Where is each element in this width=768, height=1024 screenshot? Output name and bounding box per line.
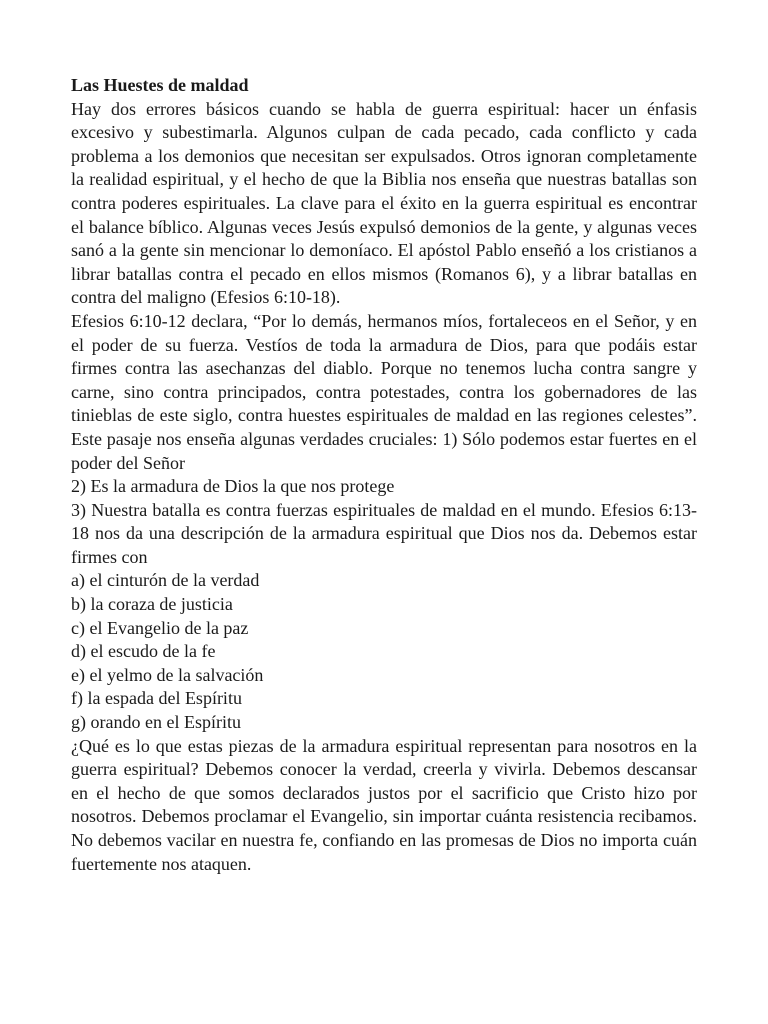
- armor-item-gospel: c) el Evangelio de la paz: [71, 617, 249, 638]
- paragraph-ephesians-quote: Efesios 6:10-12 declara, “Por lo demás, hermanos míos, fortaleceos en el Señor, y en el poder de su fuerza. Vestíos de toda la armadura de Dios, para que podáis estar firmes contra las asechanzas del diablo. Porque no tenemos lucha contra sangre y carne, sino contra principados, contra potestades, contra los gobernadores de las tinieblas de este siglo, contra huestes espirituales de maldad en las regiones celestes”. Este pasaje nos enseña algunas verdades cruciales: 1) Sólo podemos estar fuertes en el poder del Señor: [71, 310, 697, 473]
- paragraph-intro: Hay dos errores básicos cuando se habla de guerra espiritual: hacer un énfasis excesivo y subestimarla. Algunos culpan de cada pecado, cada conflicto y cada problema a los demonios que necesitan ser expulsados. Otros ignoran completamente la realidad espiritual, y el hecho de que la Biblia nos enseña que nuestras batallas son contra poderes espirituales. La clave para el éxito en la guerra espiritual es encontrar el balance bíblico. Algunas veces Jesús expulsó demonios de la gente, y algunas veces sanó a la gente sin mencionar lo demoníaco. El apóstol Pablo enseñó a los cristianos a librar batallas contra el pecado en ellos mismos (Romanos 6), y a librar batallas en contra del maligno (Efesios 6:10-18).: [71, 98, 697, 308]
- armor-item-breastplate: b) la coraza de justicia: [71, 594, 233, 615]
- armor-item-sword: f) la espada del Espíritu: [71, 688, 242, 709]
- document-page: [71, 74, 697, 876]
- armor-item-prayer: g) orando en el Espíritu: [71, 712, 241, 733]
- armor-item-helmet: e) el yelmo de la salvación: [71, 664, 264, 685]
- paragraph-armor-intro: 3) Nuestra batalla es contra fuerzas espirituales de maldad en el mundo. Efesios 6:13-18 nos da una descripción de la armadura espiritual que Dios nos da. Debemos estar firmes con: [71, 499, 697, 567]
- truth-point-2: 2) Es la armadura de Dios la que nos protege: [71, 476, 395, 497]
- armor-item-shield: d) el escudo de la fe: [71, 641, 216, 662]
- document-title: Las Huestes de maldad: [71, 75, 249, 95]
- armor-item-belt: a) el cinturón de la verdad: [71, 570, 260, 591]
- paragraph-conclusion: ¿Qué es lo que estas piezas de la armadura espiritual representan para nosotros en la guerra espiritual? Debemos conocer la verdad, creerla y vivirla. Debemos descansar en el hecho de que somos declarados justos por el sacrificio que Cristo hizo por nosotros. Debemos proclamar el Evangelio, sin importar cuánta resistencia recibamos. No debemos vacilar en nuestra fe, confiando en las promesas de Dios no importa cuán fuertemente nos ataquen.: [71, 735, 697, 874]
